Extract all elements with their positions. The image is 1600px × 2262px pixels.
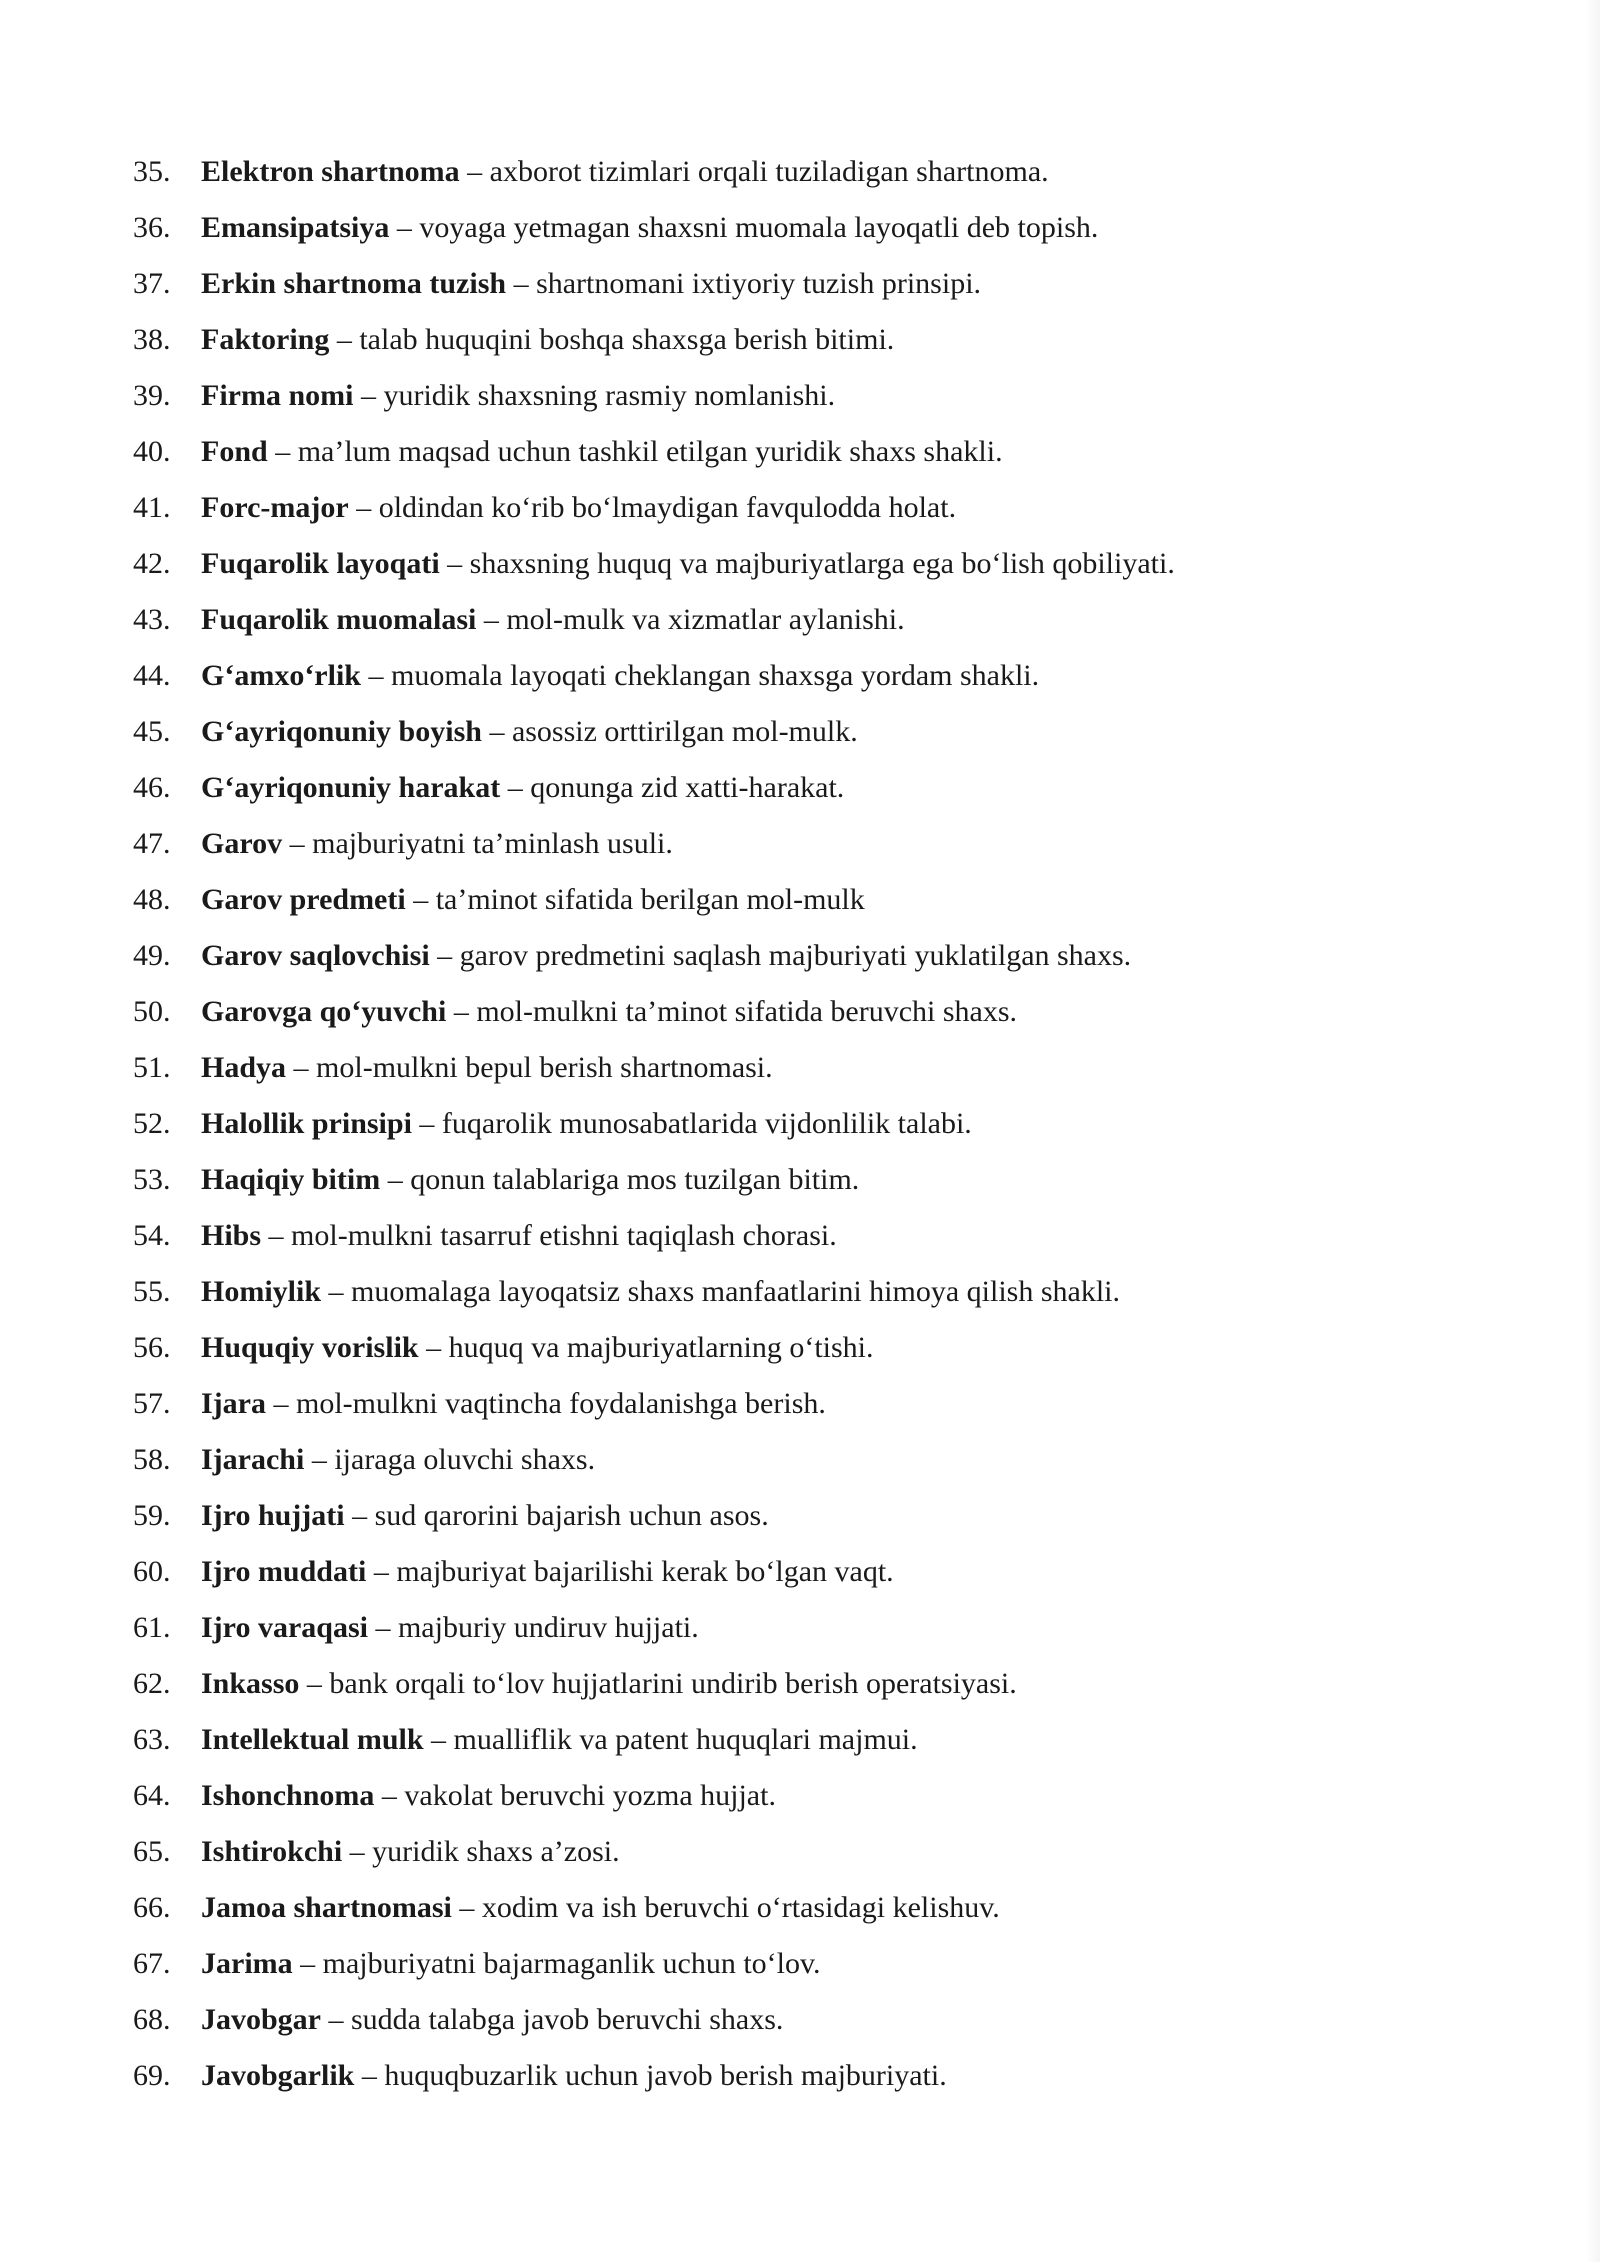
item-definition: – mol-mulkni ta’minot sifatida beruvchi shaxs.	[446, 995, 1018, 1028]
item-definition: – mol-mulkni bepul berish shartnomasi.	[286, 1051, 773, 1084]
item-definition: – shaxsning huquq va majburiyatlarga ega bo‘lish qobiliyati.	[439, 547, 1175, 580]
list-item	[0, 372, 1560, 428]
item-text	[201, 1212, 837, 1260]
item-number: 43.	[133, 603, 171, 636]
item-term: Jamoa shartnomasi	[201, 1891, 452, 1924]
list-item	[0, 1268, 1560, 1324]
list-item	[0, 428, 1560, 484]
item-definition: – yuridik shaxsning rasmiy nomlanishi.	[353, 379, 836, 412]
item-term: Fuqarolik layoqati	[201, 547, 440, 580]
item-number: 50.	[133, 995, 171, 1028]
item-definition: – mol-mulkni vaqtincha foydalanishga berish.	[265, 1387, 826, 1420]
item-text	[201, 764, 844, 812]
item-term: Javobgar	[201, 2003, 321, 2036]
item-number: 51.	[133, 1051, 171, 1084]
item-term: Faktoring	[201, 323, 330, 356]
item-definition: – sud qarorini bajarish uchun asos.	[344, 1499, 769, 1532]
item-definition: – ijaraga oluvchi shaxs.	[304, 1443, 596, 1476]
item-definition: – majburiyat bajarilishi kerak bo‘lgan vaqt.	[366, 1555, 894, 1588]
item-definition: – bank orqali to‘lov hujjatlarini undirib berish operatsiyasi.	[299, 1667, 1017, 1700]
item-term: Ijro varaqasi	[201, 1611, 368, 1644]
item-number: 37.	[133, 267, 171, 300]
item-definition: – voyaga yetmagan shaxsni muomala layoqatli deb topish.	[389, 211, 1099, 244]
item-text	[201, 1660, 1017, 1708]
list-item	[0, 204, 1560, 260]
item-number: 65.	[133, 1835, 171, 1868]
item-term: Forc-major	[201, 491, 349, 524]
item-text	[201, 1996, 783, 2044]
list-item	[0, 708, 1560, 764]
item-text	[201, 932, 1131, 980]
item-number: 69.	[133, 2059, 171, 2092]
item-number: 64.	[133, 1779, 171, 1812]
item-text	[201, 1604, 699, 1652]
item-term: Fond	[201, 435, 268, 468]
list-item	[0, 1492, 1560, 1548]
item-definition: – muomalaga layoqatsiz shaxs manfaatlarini himoya qilish shakli.	[321, 1275, 1120, 1308]
item-number: 48.	[133, 883, 171, 916]
list-item	[0, 1100, 1560, 1156]
list-item	[0, 1380, 1560, 1436]
item-number: 66.	[133, 1891, 171, 1924]
list-item	[0, 1884, 1560, 1940]
item-number: 42.	[133, 547, 171, 580]
item-term: Fuqarolik muomalasi	[201, 603, 477, 636]
item-term: G‘ayriqonuniy harakat	[201, 771, 501, 804]
item-number: 61.	[133, 1611, 171, 1644]
item-text	[201, 1100, 972, 1148]
item-definition: – shartnomani ixtiyoriy tuzish prinsipi.	[506, 267, 982, 300]
list-item	[0, 540, 1560, 596]
item-definition: – vakolat beruvchi yozma hujjat.	[374, 1779, 776, 1812]
item-text	[201, 2052, 947, 2100]
item-number: 47.	[133, 827, 171, 860]
item-term: Huquqiy vorislik	[201, 1331, 419, 1364]
item-number: 41.	[133, 491, 171, 524]
item-term: Garovga qo‘yuvchi	[201, 995, 447, 1028]
list-item	[0, 1716, 1560, 1772]
list-item	[0, 1604, 1560, 1660]
item-text	[201, 484, 956, 532]
item-number: 58.	[133, 1443, 171, 1476]
item-text	[201, 708, 858, 756]
list-item	[0, 932, 1560, 988]
item-term: Ijro muddati	[201, 1555, 367, 1588]
list-item	[0, 988, 1560, 1044]
item-definition: – mol-mulkni tasarruf etishni taqiqlash chorasi.	[261, 1219, 837, 1252]
item-definition: – huquq va majburiyatlarning o‘tishi.	[418, 1331, 874, 1364]
item-text	[201, 1156, 859, 1204]
item-number: 63.	[133, 1723, 171, 1756]
list-item	[0, 1324, 1560, 1380]
item-text	[201, 148, 1049, 196]
item-text	[201, 1940, 821, 1988]
item-text	[201, 428, 1003, 476]
item-term: Inkasso	[201, 1667, 300, 1700]
list-item	[0, 1548, 1560, 1604]
list-item	[0, 596, 1560, 652]
list-item	[0, 1660, 1560, 1716]
item-definition: – garov predmetini saqlash majburiyati yuklatilgan shaxs.	[429, 939, 1132, 972]
item-term: Ijarachi	[201, 1443, 305, 1476]
item-text	[201, 988, 1017, 1036]
item-text	[201, 1268, 1120, 1316]
item-text	[201, 204, 1098, 252]
item-definition: – majburiyatni ta’minlash usuli.	[282, 827, 673, 860]
item-definition: – axborot tizimlari orqali tuziladigan shartnoma.	[459, 155, 1049, 188]
list-item	[0, 1044, 1560, 1100]
item-term: Halollik prinsipi	[201, 1107, 412, 1140]
item-definition: – majburiyatni bajarmaganlik uchun to‘lov.	[292, 1947, 821, 1980]
list-item	[0, 316, 1560, 372]
item-definition: – sudda talabga javob beruvchi shaxs.	[321, 2003, 784, 2036]
item-text	[201, 596, 905, 644]
item-term: Hadya	[201, 1051, 287, 1084]
item-text	[201, 316, 894, 364]
item-number: 54.	[133, 1219, 171, 1252]
list-item	[0, 764, 1560, 820]
item-term: Firma nomi	[201, 379, 354, 412]
item-term: Haqiqiy bitim	[201, 1163, 381, 1196]
item-number: 49.	[133, 939, 171, 972]
item-text	[201, 1828, 620, 1876]
item-text	[201, 1380, 826, 1428]
item-number: 52.	[133, 1107, 171, 1140]
item-definition: – talab huquqini boshqa shaxsga berish bitimi.	[329, 323, 895, 356]
item-term: Ishonchnoma	[201, 1779, 375, 1812]
list-item	[0, 484, 1560, 540]
item-definition: – xodim va ish beruvchi o‘rtasidagi kelishuv.	[451, 1891, 1000, 1924]
item-number: 57.	[133, 1387, 171, 1420]
item-text	[201, 1772, 776, 1820]
item-definition: – qonunga zid xatti-harakat.	[500, 771, 845, 804]
item-term: Ishtirokchi	[201, 1835, 343, 1868]
list-item	[0, 1156, 1560, 1212]
item-term: Garov saqlovchisi	[201, 939, 430, 972]
item-text	[201, 820, 673, 868]
item-definition: – majburiy undiruv hujjati.	[367, 1611, 699, 1644]
glossary-list	[0, 148, 1560, 2108]
item-text	[201, 1436, 595, 1484]
item-term: Emansipatsiya	[201, 211, 390, 244]
item-number: 56.	[133, 1331, 171, 1364]
item-number: 35.	[133, 155, 171, 188]
item-term: Jarima	[201, 1947, 293, 1980]
list-item	[0, 1772, 1560, 1828]
item-text	[201, 1324, 874, 1372]
item-definition: – asossiz orttirilgan mol-mulk.	[481, 715, 858, 748]
item-text	[201, 260, 981, 308]
item-definition: – muomala layoqati cheklangan shaxsga yordam shakli.	[360, 659, 1040, 692]
item-term: Elektron shartnoma	[201, 155, 460, 188]
item-text	[201, 1884, 1000, 1932]
item-number: 38.	[133, 323, 171, 356]
list-item	[0, 652, 1560, 708]
item-term: Intellektual mulk	[201, 1723, 424, 1756]
item-text	[201, 540, 1175, 588]
item-term: Erkin shartnoma tuzish	[201, 267, 507, 300]
item-number: 46.	[133, 771, 171, 804]
item-number: 39.	[133, 379, 171, 412]
item-term: G‘amxo‘rlik	[201, 659, 361, 692]
item-term: Ijro hujjati	[201, 1499, 345, 1532]
list-item	[0, 1996, 1560, 2052]
item-number: 59.	[133, 1499, 171, 1532]
item-term: Ijara	[201, 1387, 266, 1420]
list-item	[0, 1212, 1560, 1268]
item-number: 68.	[133, 2003, 171, 2036]
item-definition: – mualliflik va patent huquqlari majmui.	[423, 1723, 918, 1756]
list-item	[0, 148, 1560, 204]
item-number: 36.	[133, 211, 171, 244]
list-item	[0, 820, 1560, 876]
list-item	[0, 1828, 1560, 1884]
item-definition: – mol-mulk va xizmatlar aylanishi.	[476, 603, 905, 636]
item-number: 60.	[133, 1555, 171, 1588]
item-term: Garov predmeti	[201, 883, 406, 916]
item-term: Garov	[201, 827, 283, 860]
list-item	[0, 1436, 1560, 1492]
item-term: Javobgarlik	[201, 2059, 355, 2092]
item-definition: – ta’minot sifatida berilgan mol-mulk	[405, 883, 865, 916]
item-definition: – oldindan ko‘rib bo‘lmaydigan favqulodda holat.	[348, 491, 957, 524]
item-definition: – fuqarolik munosabatlarida vijdonlilik talabi.	[411, 1107, 972, 1140]
item-number: 45.	[133, 715, 171, 748]
page-edge-shadow	[1586, 0, 1600, 2262]
item-text	[201, 1492, 769, 1540]
item-term: Homiylik	[201, 1275, 322, 1308]
item-term: Hibs	[201, 1219, 262, 1252]
list-item	[0, 1940, 1560, 1996]
item-number: 67.	[133, 1947, 171, 1980]
item-definition: – yuridik shaxs a’zosi.	[342, 1835, 620, 1868]
item-number: 55.	[133, 1275, 171, 1308]
item-number: 40.	[133, 435, 171, 468]
item-text	[201, 372, 835, 420]
item-number: 62.	[133, 1667, 171, 1700]
item-text	[201, 652, 1039, 700]
list-item	[0, 876, 1560, 932]
item-number: 53.	[133, 1163, 171, 1196]
item-definition: – huquqbuzarlik uchun javob berish majburiyati.	[354, 2059, 947, 2092]
item-definition: – ma’lum maqsad uchun tashkil etilgan yuridik shaxs shakli.	[267, 435, 1003, 468]
item-text	[201, 1548, 894, 1596]
item-text	[201, 1044, 773, 1092]
item-term: G‘ayriqonuniy boyish	[201, 715, 482, 748]
item-text	[201, 876, 865, 924]
list-item	[0, 260, 1560, 316]
item-definition: – qonun talablariga mos tuzilgan bitim.	[380, 1163, 860, 1196]
item-text	[201, 1716, 918, 1764]
item-number: 44.	[133, 659, 171, 692]
list-item	[0, 2052, 1560, 2108]
